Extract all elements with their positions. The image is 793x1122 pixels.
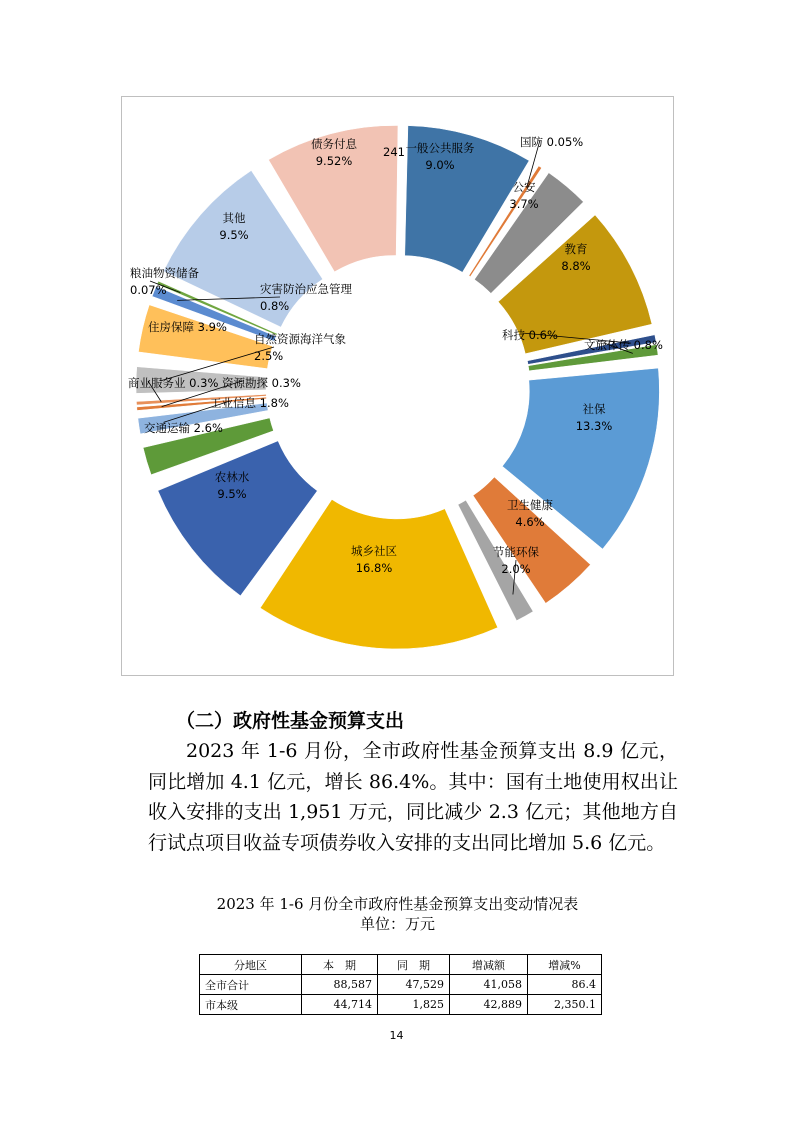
slice-9-value-label: 2.0% [501, 562, 531, 576]
donut-chart-svg [122, 97, 675, 677]
cell-previous: 1,825 [378, 995, 450, 1015]
slice-19-name-label: 粮油物资储备 [130, 266, 199, 280]
cell-previous: 47,529 [378, 975, 450, 995]
slice-4-name-label: 教育 [564, 242, 588, 256]
header-change-percent: 增减% [528, 955, 602, 975]
slice-20-name-label: 其他 [222, 211, 246, 225]
cell-change-percent: 2,350.1 [528, 995, 602, 1015]
slice-19-value-label: 0.07% [130, 283, 167, 297]
slice-10-value-label: 16.8% [355, 561, 393, 575]
header-previous: 同 期 [378, 955, 450, 975]
table-row [200, 975, 602, 995]
slice-18-value-label: 0.8% [260, 299, 290, 313]
table-caption: 2023 年 1-6 月份全市政府性基金预算支出变动情况表 [216, 895, 579, 913]
slice-7-name-label: 社保 [582, 402, 606, 416]
slice-16-value-label: 2.5% [254, 349, 284, 363]
slice-18-name-label: 灾害防治应急管理 [260, 282, 352, 296]
cell-region: 市本级 [200, 995, 302, 1015]
slice-13-label: 工业信息 1.8% [210, 396, 289, 410]
slice-20-value-label: 9.5% [219, 228, 249, 242]
slice-11-value-label: 9.5% [217, 487, 247, 501]
cell-current: 44,714 [302, 995, 378, 1015]
table-row [200, 995, 602, 1015]
expenditure-table [199, 954, 602, 1015]
cell-current: 88,587 [302, 975, 378, 995]
slice-6-label: 文旅体传 0.8% [584, 338, 663, 352]
slice-16-name-label: 自然资源海洋气象 [254, 332, 346, 346]
slice-8-value-label: 4.6% [515, 515, 545, 529]
slice-7-value-label: 13.3% [575, 419, 613, 433]
slice-21-value-label: 9.52% [315, 154, 353, 168]
slice-1-value-label: 9.0% [425, 158, 455, 172]
cell-change-percent: 86.4 [528, 975, 602, 995]
slice-5-label: 科技 0.6% [502, 328, 558, 342]
chart-center-label: 241 [383, 145, 405, 159]
slice-11-name-label: 农林水 [214, 470, 250, 484]
table-header-row [200, 955, 602, 975]
slice-3-name-label: 公安 [512, 180, 536, 194]
cell-change-amount: 42,889 [450, 995, 528, 1015]
slice-10-name-label: 城乡社区 [351, 544, 397, 558]
slice-12-label: 交通运输 2.6% [144, 421, 223, 435]
cell-change-amount: 41,058 [450, 975, 528, 995]
slice-8-name-label: 卫生健康 [507, 498, 553, 512]
slice-14-label: 资源勘探 0.3% [222, 376, 301, 390]
header-current: 本 期 [302, 955, 378, 975]
slice-15-label: 商业服务业 0.3% [128, 376, 219, 390]
header-region: 分地区 [200, 955, 302, 975]
section-paragraph: 2023 年 1-6 月份，全市政府性基金预算支出 8.9 亿元，同比增加 4.1 亿元，增长 86.4%。其中：国有土地使用权出让收入安排的支出 1,951 万元，同比减少 2.3 亿元；其他地方自行试点项目收益专项债券收入安排的支出同比增加 5.6 亿元。 [148, 740, 678, 854]
slice-17-label: 住房保障 3.9% [148, 320, 227, 334]
slice-2-label: 国防 0.05% [520, 135, 584, 149]
donut-chart [121, 96, 674, 676]
slice-9-name-label: 节能环保 [493, 545, 539, 559]
table-unit: 单位：万元 [359, 915, 435, 933]
page-number: 14 [389, 1029, 404, 1042]
slice-4-value-label: 8.8% [561, 259, 591, 273]
section-heading: （二）政府性基金预算支出 [176, 710, 405, 732]
header-change-amount: 增减额 [450, 955, 528, 975]
slice-21-name-label: 债务付息 [311, 137, 357, 151]
slice-3-value-label: 3.7% [509, 197, 539, 211]
slice-1-name-label: 一般公共服务 [405, 141, 475, 155]
cell-region: 全市合计 [200, 975, 302, 995]
